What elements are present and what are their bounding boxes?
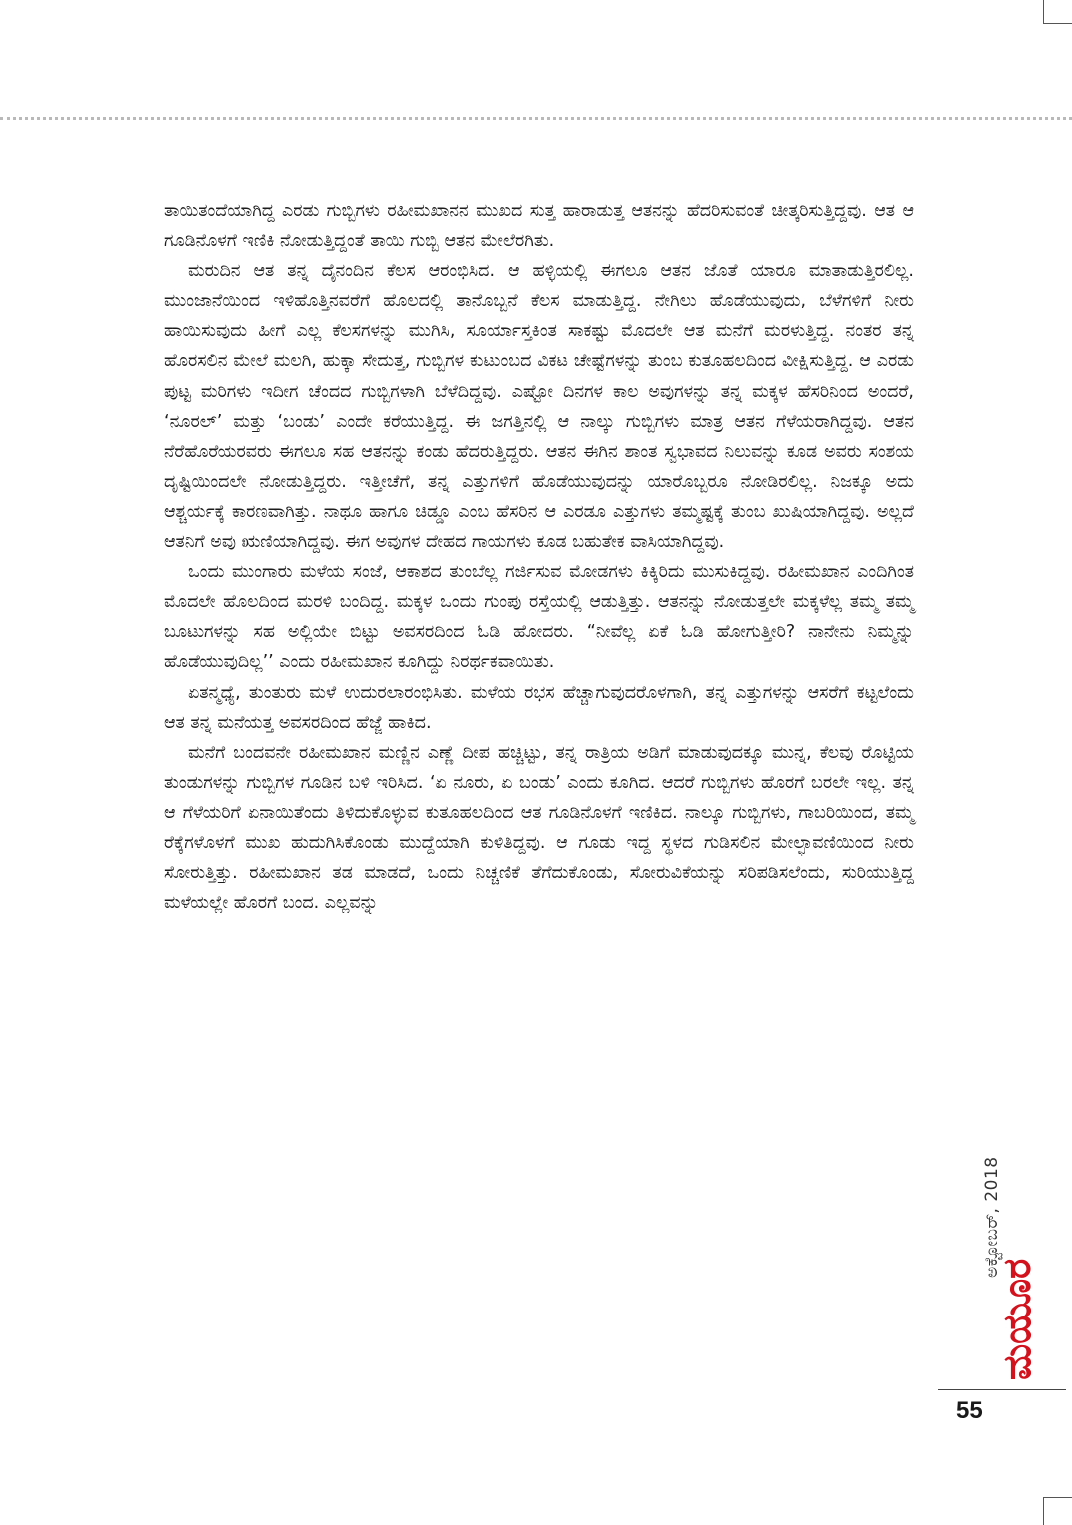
paragraph-4: ಏತನ್ಮಧ್ಯೆ, ತುಂತುರು ಮಳೆ ಉದುರಲಾರಂಭಿಸಿತು. ಮಳೆಯ ರಭಸ ಹೆಚ್ಚಾಗುವುದರೊಳಗಾಗಿ, ತನ್ನ ಎತ್ತುಗಳನ್ನು ಆಸರೆಗೆ ಕಟ್ಟಲೆಂದು ಆತ ತನ್ನ ಮನೆಯತ್ತ ಅವಸರದಿಂದ ಹೆಜ್ಜೆ ಹಾಕಿದ.	[164, 682, 914, 733]
page-number: 55	[956, 1397, 983, 1424]
crop-mark-bottom-right	[1043, 1497, 1072, 1525]
magazine-brand: ಮಯೂರ	[995, 1258, 1039, 1380]
paragraph-3: ಒಂದು ಮುಂಗಾರು ಮಳೆಯ ಸಂಜೆ, ಆಕಾಶದ ತುಂಬೆಲ್ಲ ಗರ್ಜಿಸುವ ಮೋಡಗಳು ಕಿಕ್ಕಿರಿದು ಮುಸುಕಿದ್ದವು. ರಹೀಮಖಾನ ಎಂದಿಗಿಂತ ಮೊದಲೇ ಹೊಲದಿಂದ ಮರಳಿ ಬಂದಿದ್ದ. ಮಕ್ಕಳ ಒಂದು ಗುಂಪು ರಸ್ತೆಯಲ್ಲಿ ಆಡುತ್ತಿತ್ತು. ಆತನನ್ನು ನೋಡುತ್ತಲೇ ಮಕ್ಕಳೆಲ್ಲ ತಮ್ಮ ತಮ್ಮ ಬೂಟುಗಳನ್ನು ಸಹ ಅಲ್ಲಿಯೇ ಬಿಟ್ಟು ಅವಸರದಿಂದ ಓಡಿ ಹೋದರು. “ನೀವೆಲ್ಲ ಏಕೆ ಓಡಿ ಹೋಗುತ್ತೀರಿ? ನಾನೇನು ನಿಮ್ಮನ್ನು ಹೊಡೆಯುವುದಿಲ್ಲ’’ ಎಂದು ರಹೀಮಖಾನ ಕೂಗಿದ್ದು ನಿರರ್ಥಕವಾಯಿತು.	[164, 562, 914, 673]
paragraph-5: ಮನೆಗೆ ಬಂದವನೇ ರಹೀಮಖಾನ ಮಣ್ಣಿನ ಎಣ್ಣೆ ದೀಪ ಹಚ್ಚಿಟ್ಟು, ತನ್ನ ರಾತ್ರಿಯ ಅಡಿಗೆ ಮಾಡುವುದಕ್ಕೂ ಮುನ್ನ, ಕೆಲವು ರೊಟ್ಟಿಯ ತುಂಡುಗಳನ್ನು ಗುಬ್ಬಿಗಳ ಗೂಡಿನ ಬಳಿ ಇರಿಸಿದ. ‘ಏ ನೂರು, ಏ ಬಂಡು’ ಎಂದು ಕೂಗಿದ. ಆದರೆ ಗುಬ್ಬಿಗಳು ಹೊರಗೆ ಬರಲೇ ಇಲ್ಲ. ತನ್ನ ಆ ಗೆಳೆಯರಿಗೆ ಏನಾಯಿತೆಂದು ತಿಳಿದುಕೊಳ್ಳುವ ಕುತೂಹಲದಿಂದ ಆತ ಗೂಡಿನೊಳಗೆ ಇಣಿಕಿದ. ನಾಲ್ಕೂ ಗುಬ್ಬಿಗಳು, ಗಾಬರಿಯಿಂದ, ತಮ್ಮ ರೆಕ್ಕೆಗಳೊಳಗೆ ಮುಖ ಹುದುಗಿಸಿಕೊಂಡು ಮುದ್ದೆಯಾಗಿ ಕುಳಿತಿದ್ದವು. ಆ ಗೂಡು ಇದ್ದ ಸ್ಥಳದ ಗುಡಿಸಲಿನ ಮೇಲ್ಛಾವಣಿಯಿಂದ ನೀರು ಸೋರುತ್ತಿತ್ತು. ರಹೀಮಖಾನ ತಡ ಮಾಡದೆ, ಒಂದು ನಿಚ್ಚಣಿಕೆ ತೆಗೆದುಕೊಂಡು, ಸೋರುವಿಕೆಯನ್ನು ಸರಿಪಡಿಸಲೆಂದು, ಸುರಿಯುತ್ತಿದ್ದ ಮಳೆಯಲ್ಲೇ ಹೊರಗೆ ಬಂದ. ಎಲ್ಲವನ್ನು	[164, 742, 914, 914]
paragraph-1: ತಾಯಿತಂದೆಯಾಗಿದ್ದ ಎರಡು ಗುಬ್ಬಿಗಳು ರಹೀಮಖಾನನ ಮುಖದ ಸುತ್ತ ಹಾರಾಡುತ್ತ ಆತನನ್ನು ಹೆದರಿಸುವಂತೆ ಚೀತ್ಕರಿಸುತ್ತಿದ್ದವು. ಆತ ಆ ಗೂಡಿನೊಳಗೆ ಇಣಿಕಿ ನೋಡುತ್ತಿದ್ದಂತೆ ತಾಯಿ ಗುಬ್ಬಿ ಆತನ ಮೇಲೆರಗಿತು.	[164, 201, 914, 252]
page-number-rule	[938, 1389, 1066, 1390]
issue-date-container	[962, 1078, 1002, 1278]
issue-date: ಅಕ್ಟೋಬರ್, 2018	[982, 1156, 1002, 1278]
paragraph-2: ಮರುದಿನ ಆತ ತನ್ನ ದೈನಂದಿನ ಕೆಲಸ ಆರಂಭಿಸಿದ. ಆ ಹಳ್ಳಿಯಲ್ಲಿ ಈಗಲೂ ಆತನ ಜೊತೆ ಯಾರೂ ಮಾತಾಡುತ್ತಿರಲಿಲ್ಲ. ಮುಂಜಾನೆಯಿಂದ ಇಳಿಹೊತ್ತಿನವರೆಗೆ ಹೊಲದಲ್ಲಿ ತಾನೊಬ್ಬನೆ ಕೆಲಸ ಮಾಡುತ್ತಿದ್ದ. ನೇಗಿಲು ಹೊಡೆಯುವುದು, ಬೆಳೆಗಳಿಗೆ ನೀರು ಹಾಯಿಸುವುದು ಹೀಗೆ ಎಲ್ಲ ಕೆಲಸಗಳನ್ನು ಮುಗಿಸಿ, ಸೂರ್ಯಾಸ್ತಕಿಂತ ಸಾಕಷ್ಟು ಮೊದಲೇ ಆತ ಮನೆಗೆ ಮರಳುತ್ತಿದ್ದ. ನಂತರ ತನ್ನ ಹೊರಸಲಿನ ಮೇಲೆ ಮಲಗಿ, ಹುಕ್ಕಾ ಸೇದುತ್ತ, ಗುಬ್ಬಿಗಳ ಕುಟುಂಬದ ವಿಕಟ ಚೇಷ್ಟೆಗಳನ್ನು ತುಂಬ ಕುತೂಹಲದಿಂದ ವೀಕ್ಷಿಸುತ್ತಿದ್ದ. ಆ ಎರಡು ಪುಟ್ಟ ಮರಿಗಳು ಇದೀಗ ಚೆಂದದ ಗುಬ್ಬಿಗಳಾಗಿ ಬೆಳೆದಿದ್ದವು. ಎಷ್ಟೋ ದಿನಗಳ ಕಾಲ ಅವುಗಳನ್ನು ತನ್ನ ಮಕ್ಕಳ ಹೆಸರಿನಿಂದ ಅಂದರೆ, ‘ನೂರಲ್’ ಮತ್ತು ‘ಬಂಡು’ ಎಂದೇ ಕರೆಯುತ್ತಿದ್ದ. ಈ ಜಗತ್ತಿನಲ್ಲಿ ಆ ನಾಲ್ಕು ಗುಬ್ಬಿಗಳು ಮಾತ್ರ ಆತನ ಗೆಳೆಯರಾಗಿದ್ದವು. ಆತನ ನೆರೆಹೊರೆಯರವರು ಈಗಲೂ ಸಹ ಆತನನ್ನು ಕಂಡು ಹೆದರುತ್ತಿದ್ದರು. ಆತನ ಈಗಿನ ಶಾಂತ ಸ್ವಭಾವದ ನಿಲುವನ್ನು ಕೂಡ ಅವರು ಸಂಶಯ ದೃಷ್ಟಿಯಿಂದಲೇ ನೋಡುತ್ತಿದ್ದರು. ಇತ್ತೀಚೆಗೆ, ತನ್ನ ಎತ್ತುಗಳಿಗೆ ಹೊಡೆಯುವುದನ್ನು ಯಾರೊಬ್ಬರೂ ನೋಡಿರಲಿಲ್ಲ. ನಿಜಕ್ಕೂ ಅದು ಆಶ್ಚರ್ಯಕ್ಕೆ ಕಾರಣವಾಗಿತ್ತು. ನಾಥೂ ಹಾಗೂ ಚಿಡ್ಡೂ ಎಂಬ ಹೆಸರಿನ ಆ ಎರಡೂ ಎತ್ತುಗಳು ತಮ್ಮಷ್ಟಕ್ಕೆ ತುಂಬ ಖುಷಿಯಾಗಿದ್ದವು. ಅಲ್ಲದೆ ಆತನಿಗೆ ಅವು ಋಣಿಯಾಗಿದ್ದವು. ಈಗ ಅವುಗಳ ದೇಹದ ಗಾಯಗಳು ಕೂಡ ಬಹುತೇಕ ವಾಸಿಯಾಗಿದ್ದವು.	[164, 261, 914, 553]
magazine-brand-container	[957, 1258, 1039, 1380]
crop-mark-top-right	[1043, 0, 1072, 24]
article-body	[164, 196, 914, 918]
header-dotted-rule	[0, 117, 1072, 120]
